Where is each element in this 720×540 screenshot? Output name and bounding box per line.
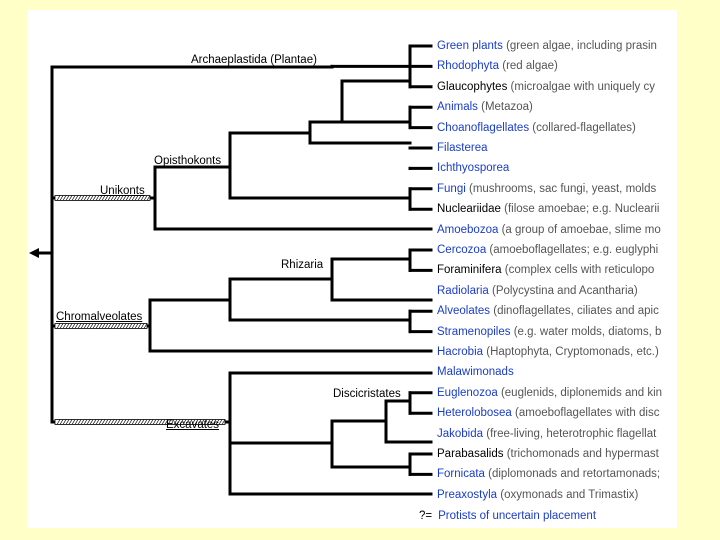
taxon-description: (red algae): [502, 60, 558, 73]
taxon-description: (Polycystina and Acantharia): [491, 284, 638, 297]
taxon-description: (a group of amoebae, slime mo: [501, 223, 661, 236]
taxon-row: [437, 364, 514, 380]
taxon-name[interactable]: Fornicata: [437, 468, 485, 481]
taxon-name[interactable]: Animals: [437, 101, 478, 114]
taxon-name[interactable]: Hacrobia: [437, 346, 484, 358]
clade-label-excavates[interactable]: Excavates: [166, 419, 220, 431]
taxon-description: (dinoflagellates, ciliates and apic: [493, 305, 659, 318]
taxon-name[interactable]: Filasterea: [437, 142, 488, 154]
taxon-row: [437, 385, 662, 401]
taxon-description: (oxymonads and Trimastix): [500, 488, 639, 501]
clade-label-opisthokonts: Opisthokonts: [154, 155, 222, 167]
taxon-name[interactable]: Green plants: [437, 40, 503, 52]
taxon-name[interactable]: Stramenopiles: [437, 325, 511, 338]
taxon-name[interactable]: Ichthyosporea: [437, 162, 510, 175]
taxon-description: (filose amoebae; e.g. Nuclearii: [504, 203, 660, 216]
taxon-row: [437, 344, 659, 360]
clade-label-discicristates: Discicristates: [333, 388, 401, 400]
tree-panel: [27, 10, 677, 528]
taxon-row: [437, 487, 638, 503]
taxon-description: (Metazoa): [481, 101, 533, 114]
taxon-description: (amoeboflagellates; e.g. euglyphi: [489, 244, 659, 256]
clade-label-archaeplastida: Archaeplastida (Plantae): [191, 54, 317, 66]
taxon-row: [437, 38, 657, 54]
taxon-row: [437, 79, 655, 95]
taxon-description: (microalgae with uniquely cy: [510, 80, 655, 93]
taxon-description: (amoeboflagellates with disc: [515, 407, 660, 420]
taxon-description: (free-living, heterotrophic flagellat: [486, 427, 657, 440]
taxon-name[interactable]: Cercozoa: [437, 244, 487, 256]
taxon-description: (collared-flagellates): [532, 121, 636, 134]
taxon-description: (complex cells with reticulopo: [504, 264, 655, 277]
taxon-name: Nucleariidae: [437, 203, 501, 216]
taxon-name[interactable]: Choanoflagellates: [437, 121, 530, 134]
taxon-name[interactable]: Euglenozoa: [437, 386, 498, 399]
taxon-row: [437, 160, 509, 176]
taxon-row: [437, 262, 654, 278]
taxon-name[interactable]: Amoebozoa: [437, 223, 499, 236]
taxon-row: [437, 120, 636, 136]
chromalveolates-marker: [55, 324, 147, 329]
taxon-name[interactable]: Fungi: [437, 182, 466, 195]
taxon-row: [437, 283, 638, 299]
taxon-description: (Haptophyta, Cryptomonads, etc.): [486, 346, 659, 358]
clade-label-rhizaria: Rhizaria: [281, 259, 324, 271]
taxon-row: [437, 181, 656, 197]
clade-label-chromalveolates[interactable]: Chromalveolates: [56, 311, 143, 323]
taxon-row: [437, 466, 660, 482]
taxon-name[interactable]: Preaxostyla: [437, 488, 498, 501]
taxon-row: [437, 222, 661, 238]
taxon-name[interactable]: Alveolates: [437, 305, 491, 318]
taxon-row: [437, 58, 558, 74]
taxon-name: Foraminifera: [437, 264, 502, 277]
taxon-description: (green algae, including prasin: [506, 40, 657, 52]
taxon-name: Parabasalids: [437, 448, 504, 460]
taxon-row: [437, 405, 659, 421]
uncertain-placement-link[interactable]: Protists of uncertain placement: [438, 510, 597, 522]
taxon-description: (trichomonads and hypermast: [506, 448, 659, 460]
taxon-description: (e.g. water molds, diatoms, b: [513, 325, 662, 338]
clade-label-unikonts[interactable]: Unikonts: [100, 185, 145, 197]
taxon-row: [437, 426, 656, 442]
taxon-description: (euglenids, diplonemids and kin: [500, 386, 663, 399]
taxon-name: Glaucophytes: [437, 80, 508, 93]
taxon-row: [437, 140, 488, 156]
taxon-description: (diplomonads and retortamonads;: [488, 468, 661, 481]
taxon-name[interactable]: Radiolaria: [437, 284, 489, 297]
taxon-row: [437, 201, 659, 217]
taxon-row: [437, 303, 659, 319]
taxon-row: [437, 242, 658, 258]
taxon-name[interactable]: Malawimonads: [437, 366, 514, 379]
taxon-row: [437, 446, 659, 462]
taxon-name[interactable]: Heterolobosea: [437, 407, 512, 420]
taxon-name[interactable]: Jakobida: [437, 427, 484, 440]
footer-legend: [419, 508, 596, 524]
taxon-description: (mushrooms, sac fungi, yeast, molds: [468, 182, 657, 195]
taxon-name[interactable]: Rhodophyta: [437, 60, 500, 73]
taxon-row: [437, 99, 533, 115]
uncertain-marker: ?=: [419, 510, 433, 522]
taxon-row: [437, 324, 661, 340]
